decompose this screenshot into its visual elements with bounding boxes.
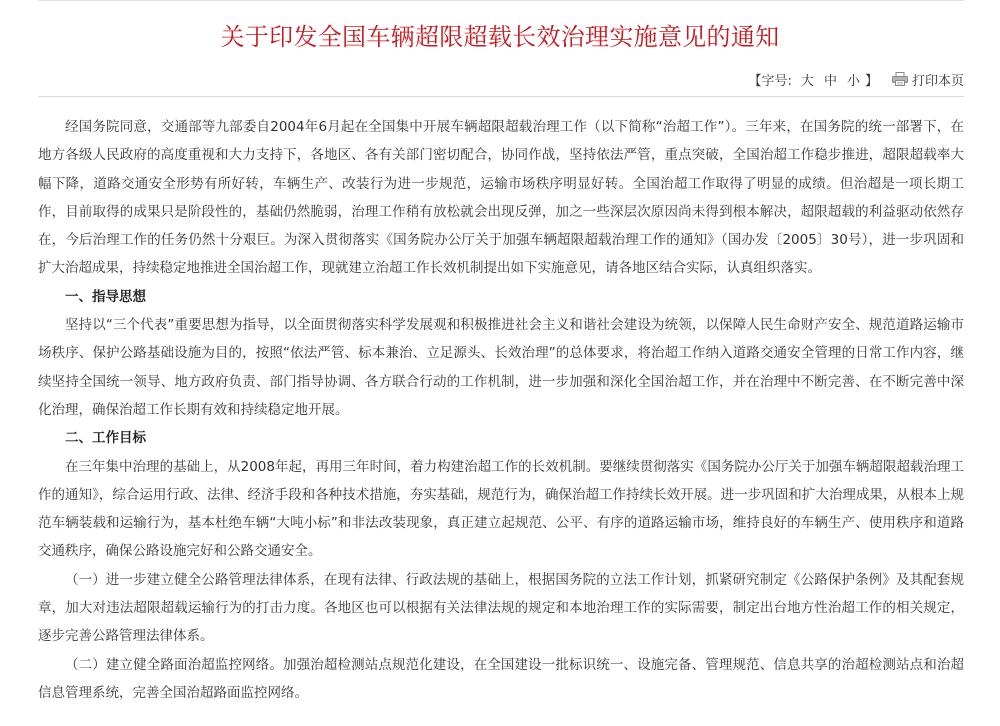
section-heading: 二、工作目标: [65, 430, 146, 447]
body-paragraph: 经国务院同意，交通部等九部委自2004年6月起在全国集中开展车辆超限超载治理工作（以下简称“治超工作”）。三年来，在国务院的统一部署下，在地方各级人民政府的高度重视和大力支持下，各地区、各有关部门密切配合，协同作战，坚持依法严管，重点突破，全国治超工作稳步推进，超限超载率大幅下降，道路交通安全形势有所好转，车辆生产、改装行为进一步规范，运输市场秩序明显好转。全国治超工作取得了明显的成绩。但治超是一项长期工作，目前取得的成果只是阶段性的，基础仍然脆弱，治理工作稍有放松就会出现反弹，加之一些深层次原因尚未得到根本解决，超限超载的利益驱动依然存在，今后治理工作的任务仍然十分艰巨。为深入贯彻落实《国务院办公厅关于加强车辆超限超载治理工作的通知》（国办发〔2005〕30号），进一步巩固和扩大治超成果，持续稳定地推进全国治超工作，现就建立治超工作长效机制提出如下实施意见，请各地区结合实际，认真组织落实。: [38, 119, 964, 277]
article-toolbar: [749, 68, 964, 90]
toolbar-bracket-open: 【: [748, 73, 762, 89]
print-page-link[interactable]: [892, 70, 964, 89]
section-heading: 一、指导思想: [65, 288, 146, 305]
article-body: [38, 113, 964, 707]
print-page-label: 打印本页: [911, 73, 964, 89]
font-size-large-button[interactable]: 大: [800, 73, 814, 89]
article-title: 关于印发全国车辆超限超载长效治理实施意见的通知: [220, 23, 780, 51]
body-paragraph: （一）进一步建立健全公路管理法律体系，在现有法律、行政法规的基础上，根据国务院的立法工作计划，抓紧研究制定《公路保护条例》及其配套规章，加大对违法超限超载运输行为的打击力度。各地区也可以根据有关法律法规的规定和本地治理工作的实际需要，制定出台地方性治超工作的相关规定，逐步完善公路管理法律体系。: [38, 571, 964, 645]
toolbar-bracket-close: 】: [864, 73, 878, 89]
font-size-medium-button[interactable]: 中: [823, 73, 837, 89]
font-size-label: 字号:: [761, 73, 792, 89]
printer-icon: [892, 72, 908, 86]
header-divider: [38, 96, 964, 97]
body-paragraph: 坚持以“三个代表”重要思想为指导，以全面贯彻落实科学发展观和积极推进社会主义和谐社会建设为统领，以保障人民生命财产安全、规范道路运输市场秩序、保护公路基础设施为目的，按照“依法严管、标本兼治、立足源头、长效治理”的总体要求，将治超工作纳入道路交通安全管理的日常工作内容，继续坚持全国统一领导、地方政府负责、部门指导协调、各方联合行动的工作机制，进一步加强和深化全国治超工作，并在治理中不断完善、在不断完善中深化治理，确保治超工作长期有效和持续稳定地开展。: [38, 317, 964, 418]
body-paragraph: （二）建立健全路面治超监控网络。加强治超检测站点规范化建设，在全国建设一批标识统一、设施完备、管理规范、信息共享的治超检测站点和治超信息管理系统，完善全国治超路面监控网络。: [38, 656, 964, 701]
body-paragraph: 在三年集中治理的基础上，从2008年起，再用三年时间，着力构建治超工作的长效机制。要继续贯彻落实《国务院办公厅关于加强车辆超限超载治理工作的通知》，综合运用行政、法律、经济手段和各种技术措施，夯实基础，规范行为，确保治超工作持续长效开展。进一步巩固和扩大治理成果，从根本上规范车辆装载和运输行为，基本杜绝车辆“大吨小标”和非法改装现象，真正建立起规范、公平、有序的道路运输市场，维持良好的车辆生产、使用秩序和道路交通秩序，确保公路设施完好和公路交通安全。: [38, 458, 964, 560]
top-divider: [38, 0, 964, 1]
font-size-small-button[interactable]: 小: [846, 73, 860, 89]
